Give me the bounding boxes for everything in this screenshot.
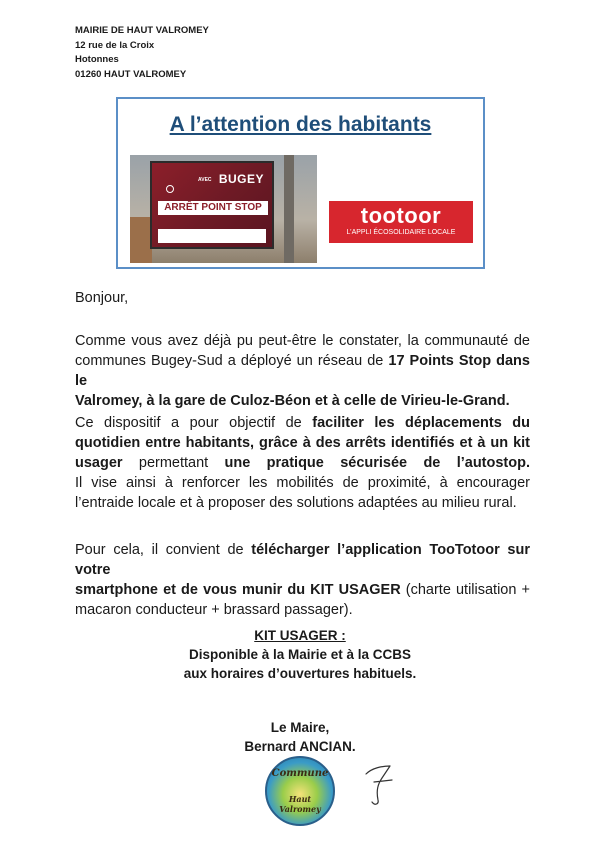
kit-title: KIT USAGER : <box>254 628 346 643</box>
p2-line-5: l’entraide locale et à proposer des solutions adaptées au milieu rural. <box>75 495 517 511</box>
mayor-name: Bernard ANCIAN. <box>244 739 356 754</box>
p2-line-2: quotidien entre habitants, grâce à des arrêts identifiés et à un kit <box>75 435 530 451</box>
banner-title: A l’attention des habitants <box>169 113 432 136</box>
p3-line-2-text: (charte utilisation + <box>400 582 530 598</box>
sign-footer <box>158 229 266 243</box>
p2-line-1-text: Ce dispositif a pour objectif de <box>75 415 313 431</box>
sign-text: ARRÊT POINT STOP <box>164 202 262 213</box>
tootoor-logo <box>329 201 473 243</box>
sender-address <box>75 24 209 82</box>
greeting <box>75 288 530 308</box>
p3-line-3: macaron conducteur + brassard passager). <box>75 602 353 618</box>
greeting-text: Bonjour, <box>75 290 129 306</box>
p2-line-3-bold-a: usager <box>75 455 123 471</box>
sender-village: Hotonnes <box>75 54 119 65</box>
kit-section <box>0 626 600 683</box>
sign-avec: AVEC <box>198 177 212 183</box>
p2-line-3 <box>75 453 530 473</box>
photo-wall <box>130 217 152 263</box>
sender-street: 12 rue de la Croix <box>75 39 155 51</box>
p1-line-3: Valromey, à la gare de Culoz-Béon et à celle de Virieu-le-Grand. <box>75 393 510 409</box>
commune-seal <box>265 756 335 826</box>
paragraph-2 <box>75 413 530 513</box>
location-pin-icon <box>166 185 174 193</box>
sign-strip <box>158 201 268 215</box>
p2-line-3-text: permettant <box>122 455 225 471</box>
p1-line-1: Comme vous avez déjà pu peut-être le constater, la communauté de <box>75 333 530 349</box>
p1-line-2-bold: 17 Points Stop dans le <box>75 353 530 389</box>
mayor-role: Le Maire, <box>270 720 330 735</box>
paragraph-1 <box>75 331 530 411</box>
signoff <box>0 718 600 756</box>
p3-line-1-text: Pour cela, il convient de <box>75 542 252 558</box>
p1-line-2 <box>75 351 530 391</box>
p2-line-1 <box>75 413 530 433</box>
logo-tagline: L’APPLI ÉCOSOLIDAIRE LOCALE <box>346 229 456 236</box>
stop-sign <box>150 161 274 249</box>
p3-line-1 <box>75 540 530 580</box>
p3-line-2-bold: smartphone et de vous munir du KIT USAGER <box>75 582 401 598</box>
photo-post <box>284 155 294 263</box>
p2-line-3-bold-b: une pratique sécurisée de l’autostop. <box>224 455 530 471</box>
kit-availability: Disponible à la Mairie et à la CCBS <box>188 647 412 662</box>
kit-hours: aux horaires d’ouvertures habituels. <box>183 666 417 681</box>
logo-name: tootoor <box>360 203 442 228</box>
p1-line-2-text: communes Bugey-Sud a déployé un réseau de <box>75 353 389 369</box>
sender-name: MAIRIE DE HAUT VALROMEY <box>75 25 209 36</box>
p3-line-1-bold: télécharger l’application TooTotoor sur votre <box>75 542 530 578</box>
header-banner <box>116 97 485 269</box>
sign-brand: BUGEY <box>218 172 264 186</box>
seal-bottom-text: Haut Valromey <box>279 794 321 814</box>
p3-line-2 <box>75 580 530 600</box>
seal-top-text: Commune <box>271 768 329 779</box>
mayor-signature <box>360 760 400 808</box>
paragraph-3 <box>75 540 530 620</box>
sender-postcode: 01260 HAUT VALROMEY <box>75 68 187 80</box>
bus-stop-photo <box>130 155 317 263</box>
p2-line-4: Il vise ainsi à renforcer les mobilités de proximité, à encourager <box>75 475 530 491</box>
p2-line-1-bold: faciliter les déplacements du <box>312 415 530 431</box>
